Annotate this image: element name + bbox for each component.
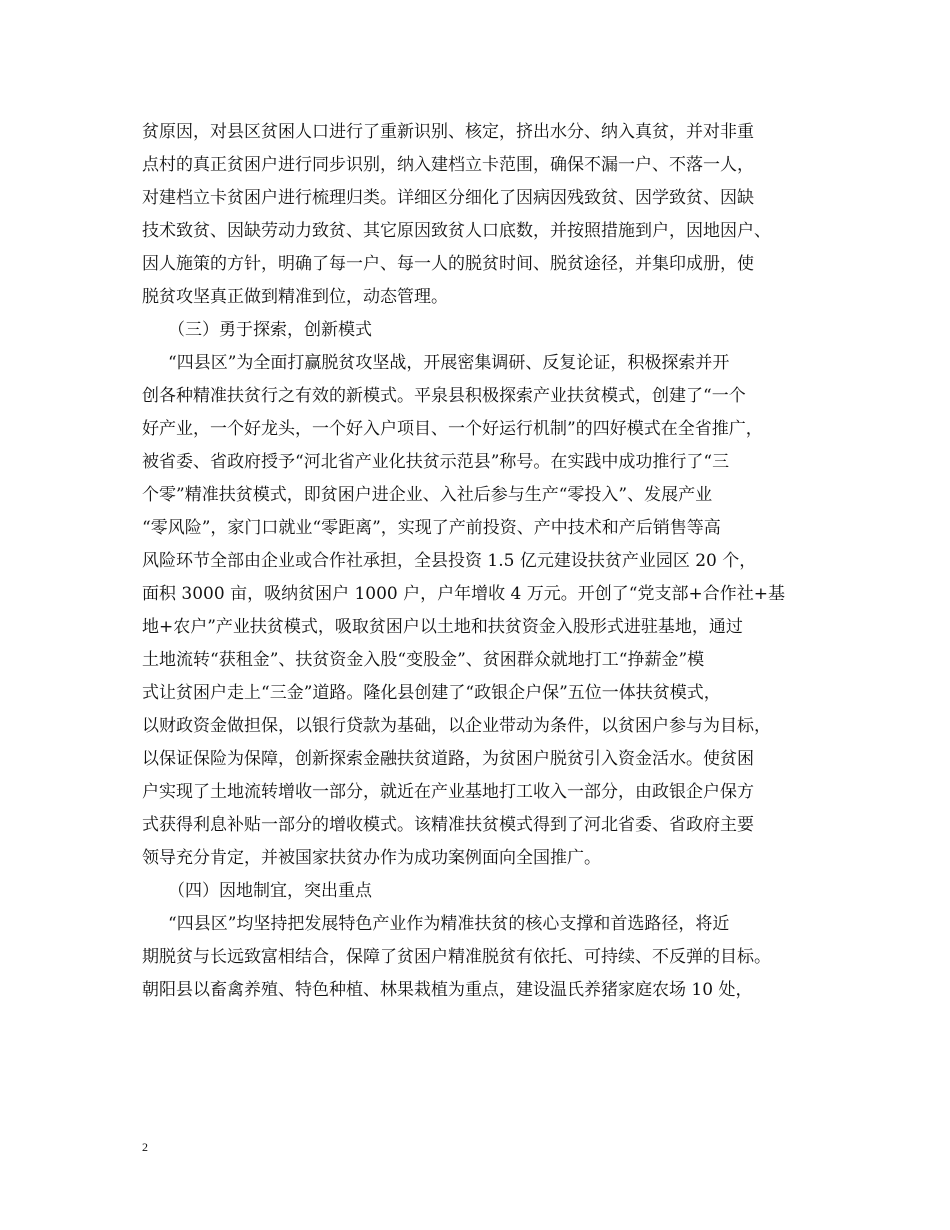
text-line: 点村的真正贫困户进行同步识别，纳入建档立卡范围，确保不漏一户、不落一人，	[142, 155, 754, 175]
page-number: 2	[142, 1140, 148, 1154]
text-line: 朝阳县以畜禽养殖、特色种植、林果栽植为重点，建设温氏养猪家庭农场 10 处，	[142, 980, 753, 1000]
text-line: 被省委、省政府授予“河北省产业化扶贫示范县”称号。在实践中成功推行了“三	[142, 452, 730, 472]
text-line: 脱贫攻坚真正做到精准到位，动态管理。	[142, 287, 448, 307]
text-line: 式让贫困户走上“三金”道路。隆化县创建了“政银企户保”五位一体扶贫模式，	[142, 683, 721, 703]
text-line: 面积 3000 亩，吸纳贫困户 1000 户，户年增收 4 万元。开创了“党支部+合作社+基	[142, 584, 785, 604]
text-line: 技术致贫、因缺劳动力致贫、其它原因致贫人口底数，并按照措施到户，因地因户、	[142, 221, 771, 241]
text-line: 以保证保险为保障，创新探索金融扶贫道路，为贫困户脱贫引入资金活水。使贫困	[142, 749, 754, 769]
text-line: 因人施策的方针，明确了每一户、每一人的脱贫时间、脱贫途径，并集印成册，使	[142, 254, 754, 274]
text-line: “零风险”，家门口就业“零距离”，实现了产前投资、产中技术和产后销售等高	[142, 518, 721, 538]
section-heading: （四）因地制宜，突出重点	[168, 881, 372, 901]
text-line: “四县区”均坚持把发展特色产业作为精准扶贫的核心支撑和首选路径，将近	[168, 914, 730, 934]
text-line: 创各种精准扶贫行之有效的新模式。平泉县积极探索产业扶贫模式，创建了“一个	[142, 386, 746, 406]
text-line: 期脱贫与长远致富相结合，保障了贫困户精准脱贫有依托、可持续、不反弹的目标。	[142, 947, 771, 967]
text-line: 个零”精准扶贫模式，即贫困户进企业、入社后参与生产“零投入”、发展产业	[142, 485, 713, 505]
text-line: 领导充分肯定，并被国家扶贫办作为成功案例面向全国推广。	[142, 848, 601, 868]
text-line: 以财政资金做担保，以银行贷款为基础，以企业带动为条件，以贫困户参与为目标，	[142, 716, 771, 736]
text-line: 贫原因，对县区贫困人口进行了重新识别、核定，挤出水分、纳入真贫，并对非重	[142, 122, 754, 142]
text-line: 好产业，一个好龙头，一个好入户项目、一个好运行机制”的四好模式在全省推广，	[142, 419, 763, 439]
text-line: 户实现了土地流转增收一部分，就近在产业基地打工收入一部分，由政银企户保方	[142, 782, 754, 802]
text-line: 土地流转“获租金”、扶贫资金入股“变股金”、贫困群众就地打工“挣薪金”模	[142, 650, 705, 670]
text-line: 式获得利息补贴一部分的增收模式。该精准扶贫模式得到了河北省委、省政府主要	[142, 815, 754, 835]
text-line: “四县区”为全面打赢脱贫攻坚战，开展密集调研、反复论证，积极探索并开	[168, 353, 730, 373]
text-line: 地+农户”产业扶贫模式，吸取贫困户以土地和扶贫资金入股形式进驻基地，通过	[142, 617, 743, 637]
text-line: 风险环节全部由企业或合作社承担，全县投资 1.5 亿元建设扶贫产业园区 20 个，	[142, 551, 757, 571]
section-heading: （三）勇于探索，创新模式	[168, 320, 372, 340]
text-line: 对建档立卡贫困户进行梳理归类。详细区分细化了因病因残致贫、因学致贫、因缺	[142, 188, 754, 208]
